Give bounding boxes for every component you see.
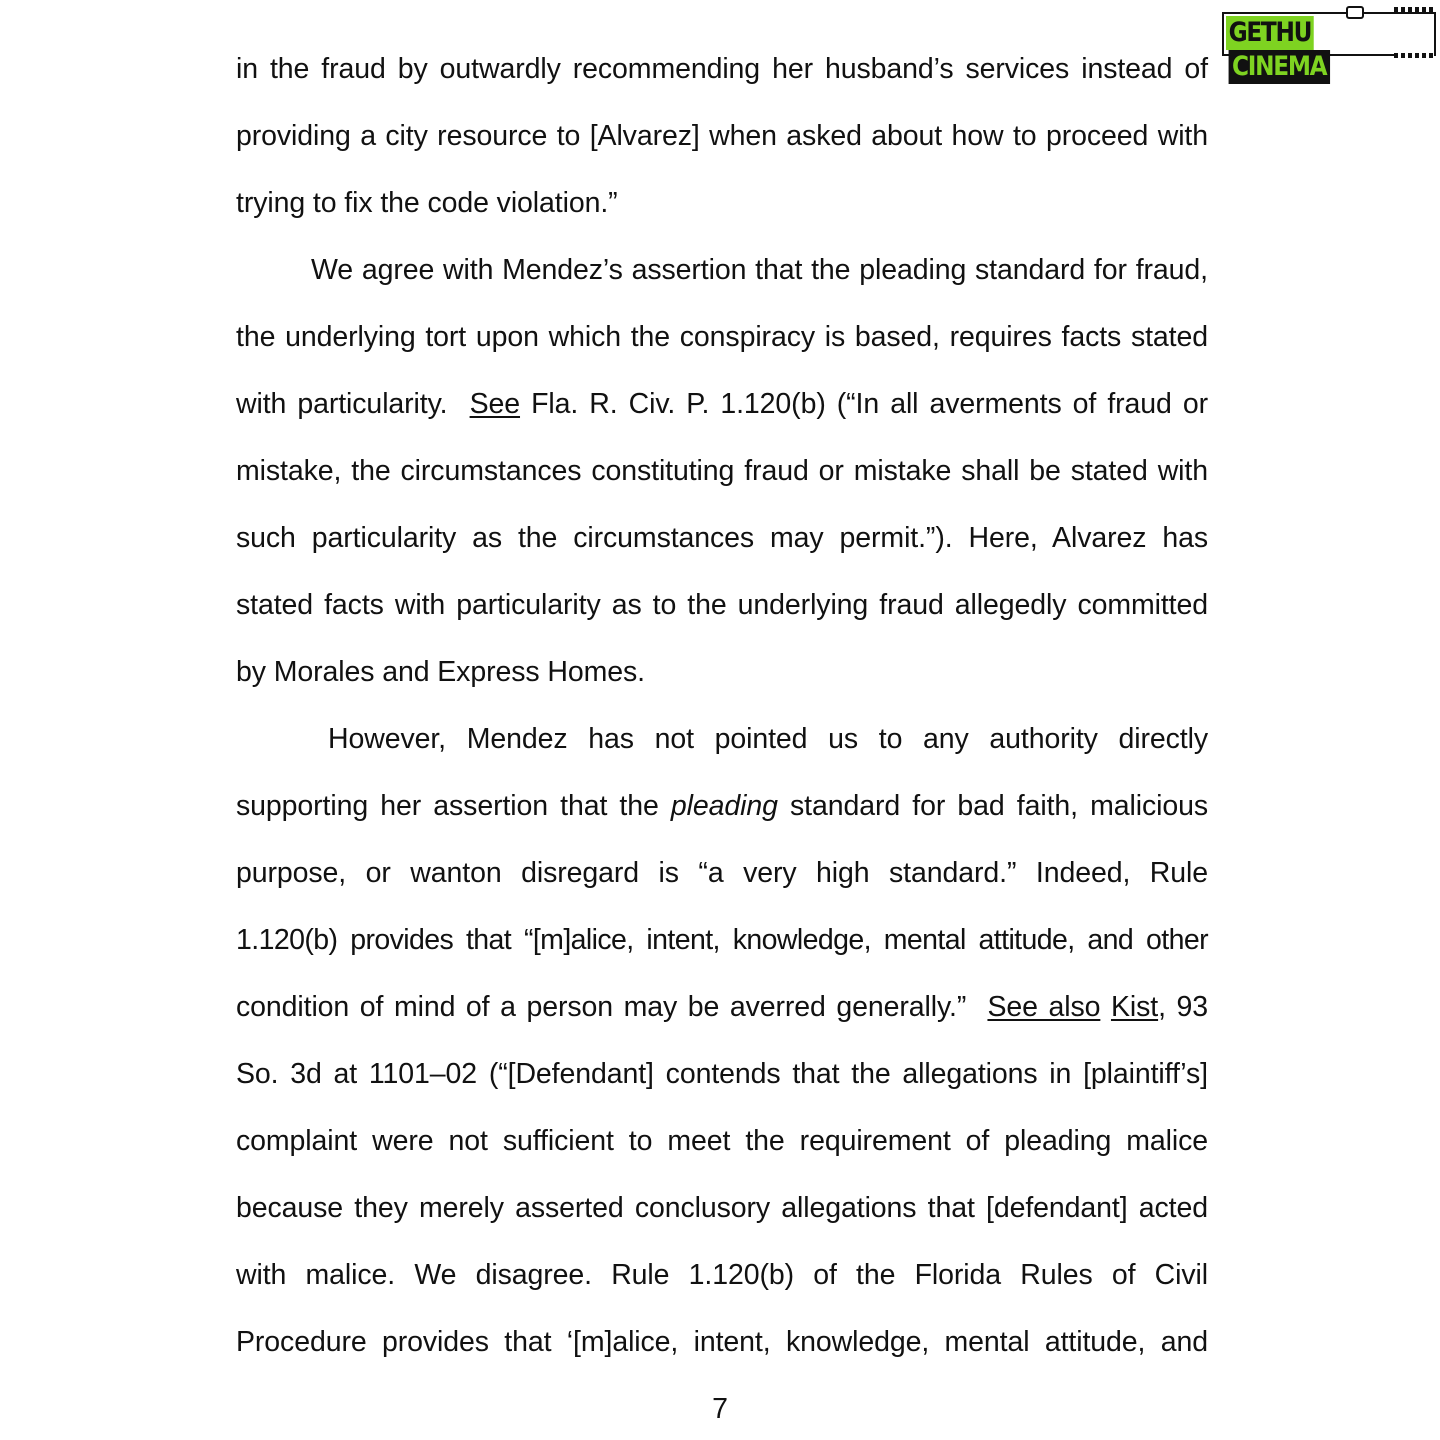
text-segment: stated facts with particularity as to the underlying fraud allegedly committed xyxy=(236,589,1208,621)
text-line-indented xyxy=(328,722,1208,756)
text-segment: because they merely asserted conclusory allegations that [defendant] acted xyxy=(236,1192,1208,1224)
text-segment: 1.120(b) provides that “[m]alice, intent, knowledge, mental attitude, and other xyxy=(236,924,1208,956)
text-segment: condition of mind of a person may be averred generally.” xyxy=(236,991,988,1023)
text-segment: Procedure provides that ‘[m]alice, intent, knowledge, mental attitude, and xyxy=(236,1326,1208,1358)
text-line xyxy=(236,119,1208,153)
text-segment: complaint were not sufficient to meet the requirement of pleading malice xyxy=(236,1125,1208,1157)
text-line-indented xyxy=(311,253,1208,287)
film-holes-bottom xyxy=(1394,53,1434,58)
text-segment: Fla. R. Civ. P. 1.120(b) (“In all averments of fraud or xyxy=(520,388,1208,420)
text-line xyxy=(236,387,1208,421)
watermark-logo xyxy=(1222,6,1438,82)
text-line xyxy=(236,52,1208,86)
text-segment: providing a city resource to [Alvarez] when asked about how to proceed with xyxy=(236,120,1208,152)
text-segment: purpose, or wanton disregard is “a very high standard.” Indeed, Rule xyxy=(236,857,1208,889)
citation-signal-see: See xyxy=(469,388,521,420)
text-line xyxy=(236,856,1208,890)
logo-text xyxy=(1226,16,1408,82)
text-line xyxy=(236,1258,1208,1292)
text-segment: with particularity. xyxy=(236,388,470,420)
text-segment: with malice. We disagree. Rule 1.120(b) of the Florida Rules of Civil xyxy=(236,1259,1208,1291)
text-segment: standard for bad faith, malicious xyxy=(777,790,1208,822)
text-line xyxy=(236,186,1208,220)
text-line xyxy=(236,1325,1208,1359)
text-segment: by Morales and Express Homes. xyxy=(236,656,645,688)
text-segment: supporting her assertion that the xyxy=(236,790,671,822)
text-line xyxy=(236,1124,1208,1158)
film-holes-top xyxy=(1394,7,1434,12)
text-line xyxy=(236,320,1208,354)
text-segment: However, Mendez has not pointed us to any authority directly xyxy=(328,723,1208,755)
text-line xyxy=(236,521,1208,555)
text-segment: , 93 xyxy=(1158,991,1208,1023)
text-segment: We agree with Mendez’s assertion that the pleading standard for fraud, xyxy=(311,254,1208,286)
emphasis-pleading: pleading xyxy=(670,790,778,822)
text-line xyxy=(236,454,1208,488)
logo-text-part1: GETHU xyxy=(1226,16,1314,50)
logo-text-part2: CINEMA xyxy=(1229,50,1330,84)
text-segment xyxy=(1100,991,1111,1023)
citation-signal-see-also: See also xyxy=(987,991,1101,1023)
text-line xyxy=(236,1057,1208,1091)
text-segment: in the fraud by outwardly recommending her husband’s services instead of xyxy=(236,53,1208,85)
text-line xyxy=(236,588,1208,622)
case-name-kist: Kist xyxy=(1110,991,1159,1023)
text-line xyxy=(236,655,1208,689)
text-line xyxy=(236,1191,1208,1225)
text-segment: trying to fix the code violation.” xyxy=(236,187,618,219)
page-number: 7 xyxy=(712,1393,728,1425)
text-segment: mistake, the circumstances constituting fraud or mistake shall be stated with xyxy=(236,455,1208,487)
text-line xyxy=(236,923,1208,957)
text-line xyxy=(236,990,1208,1024)
text-segment: such particularity as the circumstances may permit.”). Here, Alvarez has xyxy=(236,522,1208,554)
text-line xyxy=(236,789,1208,823)
text-segment: So. 3d at 1101–02 (“[Defendant] contends that the allegations in [plaintiff’s] xyxy=(236,1058,1208,1090)
text-segment: the underlying tort upon which the conspiracy is based, requires facts stated xyxy=(236,321,1208,353)
